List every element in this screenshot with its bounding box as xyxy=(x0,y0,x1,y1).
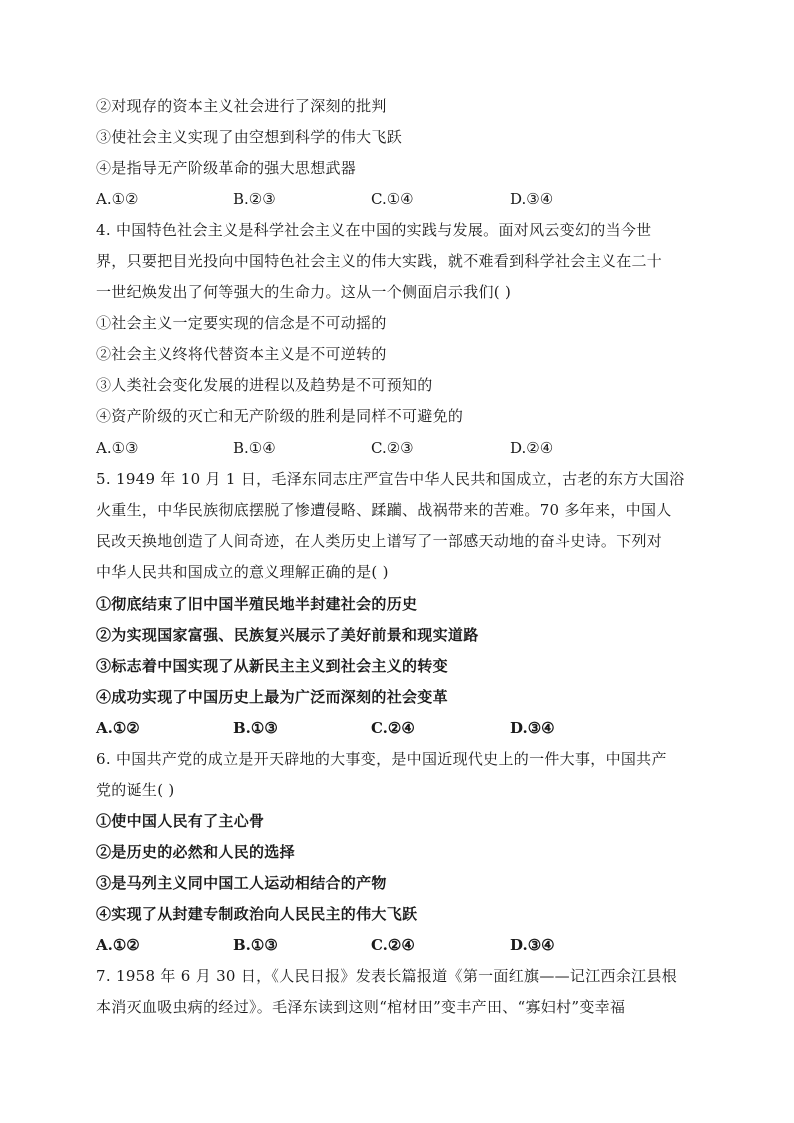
q3-option-a: A.①② xyxy=(96,190,139,208)
q6-option-a: A.①② xyxy=(96,936,140,954)
q5-option-d: D.③④ xyxy=(510,719,555,737)
q3-option-b: B.②③ xyxy=(233,190,276,208)
q6-item-3: ③是马列主义同中国工人运动相结合的产物 xyxy=(96,874,387,892)
q5-item-1: ①彻底结束了旧中国半殖民地半封建社会的历史 xyxy=(96,595,418,613)
q5-item-4: ④成功实现了中国历史上最为广泛而深刻的社会变革 xyxy=(96,688,448,706)
q5-option-b: B.①③ xyxy=(233,719,278,737)
q6-stem-line-1: 6. 中国共产党的成立是开天辟地的大事变，是中国近现代史上的一件大事，中国共产 xyxy=(96,750,667,768)
q5-stem-line-1: 5. 1949 年 10 月 1 日，毛泽东同志庄严宣告中华人民共和国成立，古老的东方大国浴 xyxy=(96,470,685,488)
q5-option-a: A.①② xyxy=(96,719,140,737)
q5-stem-line-2: 火重生，中华民族彻底摆脱了惨遭侵略、蹂躏、战祸带来的苦难。70 多年来，中国人 xyxy=(96,501,672,519)
q4-item-2: ②社会主义终将代替资本主义是不可逆转的 xyxy=(96,345,387,363)
q4-option-c: C.②③ xyxy=(371,439,414,457)
q4-option-d: D.②④ xyxy=(510,439,554,457)
q5-option-c: C.②④ xyxy=(371,719,415,737)
q7-stem-line-1: 7. 1958 年 6 月 30 日，《人民日报》发表长篇报道《第一面红旗——记江西余江县根 xyxy=(96,967,678,985)
q4-item-1: ①社会主义一定要实现的信念是不可动摇的 xyxy=(96,314,387,332)
q4-stem-line-3: 一世纪焕发出了何等强大的生命力。这从一个侧面启示我们( ) xyxy=(96,283,512,301)
q3-option-c: C.①④ xyxy=(371,190,414,208)
q5-item-3: ③标志着中国实现了从新民主主义到社会主义的转变 xyxy=(96,657,448,675)
q6-stem-line-2: 党的诞生( ) xyxy=(96,781,175,799)
q6-option-d: D.③④ xyxy=(510,936,555,954)
q6-option-b: B.①③ xyxy=(233,936,278,954)
q3-item-2: ②对现存的资本主义社会进行了深刻的批判 xyxy=(96,97,387,115)
q4-stem-line-1: 4. 中国特色社会主义是科学社会主义在中国的实践与发展。面对风云变幻的当今世 xyxy=(96,221,652,239)
q4-option-a: A.①③ xyxy=(96,439,139,457)
q5-stem-line-4: 中华人民共和国成立的意义理解正确的是( ) xyxy=(96,563,389,581)
q6-item-2: ②是历史的必然和人民的选择 xyxy=(96,843,295,861)
q3-item-4: ④是指导无产阶级革命的强大思想武器 xyxy=(96,159,357,177)
q6-item-4: ④实现了从封建专制政治向人民民主的伟大飞跃 xyxy=(96,905,418,923)
q5-item-2: ②为实现国家富强、民族复兴展示了美好前景和现实道路 xyxy=(96,626,479,644)
q4-item-4: ④资产阶级的灭亡和无产阶级的胜利是同样不可避免的 xyxy=(96,407,464,425)
q4-stem-line-2: 界，只要把目光投向中国特色社会主义的伟大实践，就不难看到科学社会主义在二十 xyxy=(96,252,663,270)
q6-option-c: C.②④ xyxy=(371,936,415,954)
q7-stem-line-2: 本消灭血吸虫病的经过》。毛泽东读到这则“棺材田”变丰产田、“寡妇村”变幸福 xyxy=(96,998,626,1016)
q5-stem-line-3: 民改天换地创造了人间奇迹，在人类历史上谱写了一部感天动地的奋斗史诗。下列对 xyxy=(96,532,663,550)
q6-item-1: ①使中国人民有了主心骨 xyxy=(96,812,265,830)
q4-item-3: ③人类社会变化发展的进程以及趋势是不可预知的 xyxy=(96,376,433,394)
q4-option-b: B.①④ xyxy=(233,439,276,457)
q3-option-d: D.③④ xyxy=(510,190,554,208)
q3-item-3: ③使社会主义实现了由空想到科学的伟大飞跃 xyxy=(96,128,403,146)
